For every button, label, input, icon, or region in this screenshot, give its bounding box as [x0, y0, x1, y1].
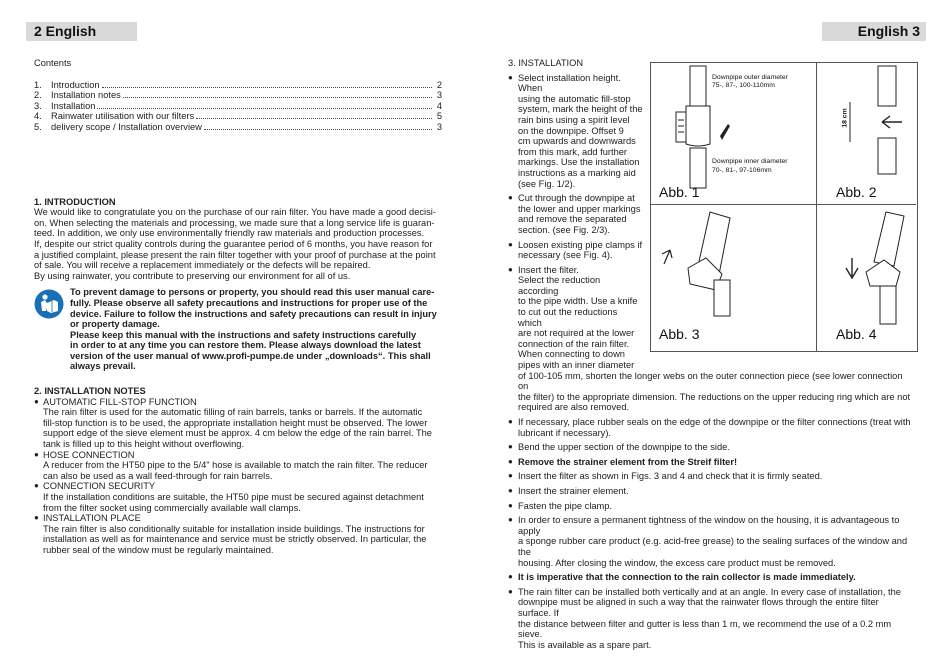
text-line: downpipe must be aligned in such a way that the rainwater flows through the entire filter surface. If: [518, 597, 879, 618]
toc-item[interactable]: [34, 111, 442, 122]
bullet-item: [508, 265, 643, 371]
text-line: lubricant if necessary).: [518, 427, 612, 438]
text-line: Insert the filter as shown in Figs. 3 and 4 and check that it is firmly seated.: [518, 471, 823, 482]
installation-notes-section: [34, 386, 442, 556]
text-line: of 100-105 mm, shorten the longer webs on the outer connection piece (see lower connection on: [518, 370, 903, 392]
bullet-icon: ●: [508, 193, 513, 203]
toc-num: 4.: [34, 111, 42, 122]
text-line: A reducer from the HT50 pipe to the 5/4" hose is available to match the rain filter. The reducer: [43, 460, 428, 471]
bullet-item: [34, 481, 442, 492]
text-line: When connecting to down: [518, 349, 625, 360]
warning-line: or property damage.: [70, 319, 160, 330]
contents-title: Contents: [34, 58, 72, 68]
toc-page: 3: [436, 90, 442, 101]
bullet-icon: ●: [508, 72, 513, 82]
text-line: on the downpipe. Offset 9: [518, 125, 624, 136]
bullet-item: [508, 417, 913, 438]
inner-diameter-label: Downpipe inner diameter: [712, 158, 788, 165]
text-line: teed. In addition, we only use environmentally friendly raw materials and production processes.: [34, 228, 425, 239]
bullet-icon: ●: [508, 456, 513, 466]
bullet-icon: ●: [508, 572, 513, 582]
warning-line: fully. Please observe all safety precautions and instructions for proper use of the: [70, 297, 428, 308]
text-line: on. When selecting the materials and processing, we made sure that a long service life is guaran-: [34, 217, 435, 228]
toc-leader: [196, 117, 432, 119]
bullet-item: [508, 486, 913, 497]
bullet-item: [34, 397, 442, 408]
text-line: can also be used as a wall feed-through for rain barrels.: [43, 470, 273, 481]
text-line: to the pipe width. Use a knife: [518, 296, 638, 307]
warning-line: device. Failure to follow the instructions and safety precautions can result in injury: [70, 308, 437, 319]
text-line: The rain filter is used for the automatic filling of rain barrels, tanks or barrels. If the automatic: [43, 407, 423, 418]
figure-caption: Abb. 1: [659, 184, 700, 200]
toc-title: Rainwater utilisation with our filters: [51, 111, 195, 122]
text-line: instructions as a marking aid: [518, 167, 636, 178]
warning-line: To prevent damage to persons or property, you should read this user manual care-: [70, 287, 435, 298]
warning-line: always prevail.: [70, 361, 136, 372]
text-line: By using rainwater, you contribute to preserving our environment for all of us.: [34, 270, 351, 281]
bullet-item: [508, 193, 643, 235]
text-line: tank is filled up to this height without overflowing.: [43, 439, 245, 450]
toc-leader: [97, 107, 432, 109]
bullet-item: [508, 471, 913, 482]
text-line: required are also removed.: [518, 402, 630, 413]
bullet-icon: ●: [508, 515, 513, 525]
text-line: Cut through the downpipe at: [518, 193, 635, 204]
text-line: Select installation height. When: [518, 72, 621, 94]
bullet-title: INSTALLATION PLACE: [43, 513, 141, 524]
bullet-title: HOSE CONNECTION: [43, 449, 135, 460]
text-line: from the filter socket using commercially available wall clamps.: [43, 502, 301, 513]
text-line: If necessary, place rubber seals on the edge of the downpipe or the filter connections (treat with: [518, 417, 911, 427]
bullet-icon: ●: [508, 586, 513, 596]
left-column: [34, 58, 442, 556]
text-line: Loosen existing pipe clamps if: [518, 239, 643, 250]
toc-num: 3.: [34, 100, 42, 111]
toc-page: 2: [436, 79, 442, 90]
text-line: connection of the rain filter.: [518, 338, 630, 349]
bullet-icon: ●: [508, 264, 513, 274]
text-line: using the automatic fill-stop: [518, 93, 631, 104]
text-line: markings. Use the installation: [518, 157, 640, 168]
section-heading: 2. INSTALLATION NOTES: [34, 386, 146, 397]
text-line: Remove the strainer element from the Streif filter!: [518, 456, 738, 467]
toc-title: delivery scope / Installation overview: [51, 121, 202, 132]
toc-leader: [204, 128, 432, 130]
bullet-item: [34, 450, 442, 461]
figure-caption: Abb. 3: [659, 326, 700, 342]
bullet-item: [34, 513, 442, 524]
dimension-label: 18 cm: [841, 108, 849, 128]
bullet-item: [508, 457, 913, 468]
bullet-item: [508, 73, 643, 190]
text-line: If, despite our strict quality controls during the guarantee period of 6 months, you have reason for: [34, 238, 433, 249]
read-manual-icon: [34, 289, 64, 319]
toc-page: 5: [436, 111, 442, 122]
wide-continuation: [508, 371, 913, 413]
bullet-item: [508, 442, 913, 453]
page-header-left: 2 English: [26, 22, 137, 41]
installation-figures: [650, 62, 916, 352]
toc-num: 1.: [34, 79, 42, 90]
text-line: housing. After closing the window, the excess care product must be removed.: [518, 557, 836, 568]
introduction-section: [34, 197, 442, 373]
text-line: In order to ensure a permanent tightness of the window on the housing, it is advantageous to apply: [518, 515, 900, 536]
text-line: to cut out the reductions which: [518, 307, 618, 328]
text-line: fill-stop function is to be used, the appropriate installation height must be observed. The lower: [43, 417, 428, 428]
bullet-icon: ●: [34, 396, 39, 406]
text-line: We would like to congratulate you on the purchase of our rain filter. You have made a good decisi-: [34, 207, 436, 218]
toc-leader: [123, 96, 432, 98]
toc-title: Installation notes: [51, 90, 121, 101]
bullet-icon: ●: [508, 442, 513, 452]
safety-warning: [34, 287, 442, 372]
bullet-icon: ●: [508, 417, 513, 426]
section-heading: 1. INTRODUCTION: [34, 196, 116, 207]
outer-diameter-sizes: 75-, 87-, 100-110mm: [712, 82, 775, 89]
toc-title: Introduction: [51, 79, 100, 90]
bullet-icon: ●: [508, 239, 513, 249]
warning-line: Please keep this manual with the instructions and safety instructions carefully: [70, 329, 417, 340]
text-line: rubber seal of the window must be regularly maintained.: [43, 544, 274, 555]
figure-caption: Abb. 4: [836, 326, 877, 342]
text-line: If the installation conditions are suitable, the HT50 pipe must be secured against detachment: [43, 492, 424, 502]
text-line: installation as well as for maintenance and service must be strictly observed. In particular, the: [43, 534, 427, 545]
text-line: Bend the upper section of the downpipe to the side.: [518, 442, 730, 453]
bullet-icon: ●: [34, 513, 39, 523]
more-steps: [508, 417, 913, 650]
bullet-title: AUTOMATIC FILL-STOP FUNCTION: [43, 396, 197, 407]
inner-diameter-sizes: 70-, 81-, 97-106mm: [712, 167, 772, 174]
bullet-item: [508, 572, 913, 583]
text-line: cm upwards and downwards: [518, 136, 636, 147]
text-line: from this mark, add further: [518, 146, 628, 157]
text-line: Insert the filter.: [518, 264, 579, 275]
narrow-steps: [508, 73, 643, 371]
text-line: It is imperative that the connection to the rain collector is made immediately.: [518, 572, 856, 583]
text-line: support edge of the sieve element must be approx. 4 cm below the edge of the rain barrel. The: [43, 428, 432, 439]
toc-item[interactable]: [34, 80, 442, 91]
text-line: (see Fig. 1/2).: [518, 178, 576, 189]
bullet-title: CONNECTION SECURITY: [43, 481, 156, 492]
bullet-icon: ●: [508, 500, 513, 510]
text-line: section. (see Fig. 2/3).: [518, 224, 610, 235]
bullet-item: [508, 515, 913, 568]
toc-title: Installation: [51, 100, 96, 111]
toc-num: 2.: [34, 90, 42, 101]
text-line: The rain filter can be installed both vertically and at an angle. In every case of installation, the: [518, 586, 901, 597]
text-line: The rain filter is also conditionally suitable for installation inside buildings. The instructions for: [43, 523, 425, 534]
bullet-item: [508, 587, 913, 651]
warning-line: in order to at any time you can restore them. Please always download the latest: [70, 340, 421, 351]
page-header-right: English 3: [822, 22, 926, 41]
text-line: the filter) to the appropriate dimension. The reductions on the upper reducing ring which are not: [518, 391, 911, 402]
toc-item[interactable]: [34, 122, 442, 133]
text-line: a sponge rubber care product (e.g. acid-free grease) to the sealing surfaces of the window and the: [518, 536, 908, 557]
text-line: Select the reduction according: [518, 275, 601, 296]
outer-diameter-label: Downpipe outer diameter: [712, 74, 788, 81]
text-line: This is available as a spare part.: [518, 639, 652, 650]
text-line: of sale. You will receive a replacement immediately or the defects will be repaired.: [34, 260, 371, 271]
toc-leader: [102, 86, 432, 88]
text-line: necessary (see Fig. 4).: [518, 250, 613, 261]
toc-num: 5.: [34, 121, 42, 132]
bullet-item: [508, 501, 913, 512]
figure-caption: Abb. 2: [836, 184, 877, 200]
text-line: rain bins using a spirit level: [518, 114, 630, 125]
text-line: a justified complaint, please present the rain filter together with your proof of purchase at the point: [34, 249, 436, 260]
toc-item[interactable]: [34, 101, 442, 112]
warning-line: version of the user manual of www.profi-pumpe.de under „downloads“. This shall: [70, 350, 431, 361]
bullet-icon: ●: [508, 485, 513, 495]
text-line: Insert the strainer element.: [518, 485, 629, 496]
text-line: are not required at the lower: [518, 328, 635, 339]
text-line: the lower and upper markings: [518, 203, 641, 214]
text-line: pipes with an inner diameter: [518, 360, 635, 371]
toc-page: 4: [436, 100, 442, 111]
text-line: and remove the separated: [518, 214, 627, 225]
text-line: Fasten the pipe clamp.: [518, 500, 613, 511]
section-heading: 3. INSTALLATION: [508, 58, 584, 68]
table-of-contents: [34, 80, 442, 133]
bullet-item: [508, 240, 643, 261]
toc-item[interactable]: [34, 90, 442, 101]
bullet-icon: ●: [34, 449, 39, 459]
bullet-icon: ●: [508, 471, 513, 481]
toc-page: 3: [436, 121, 442, 132]
text-line: the distance between filter and gutter is less than 1 m, we recommend the use of a 0.2 mm sieve.: [518, 618, 892, 640]
text-line: system, mark the height of the: [518, 104, 643, 115]
bullet-icon: ●: [34, 481, 39, 491]
